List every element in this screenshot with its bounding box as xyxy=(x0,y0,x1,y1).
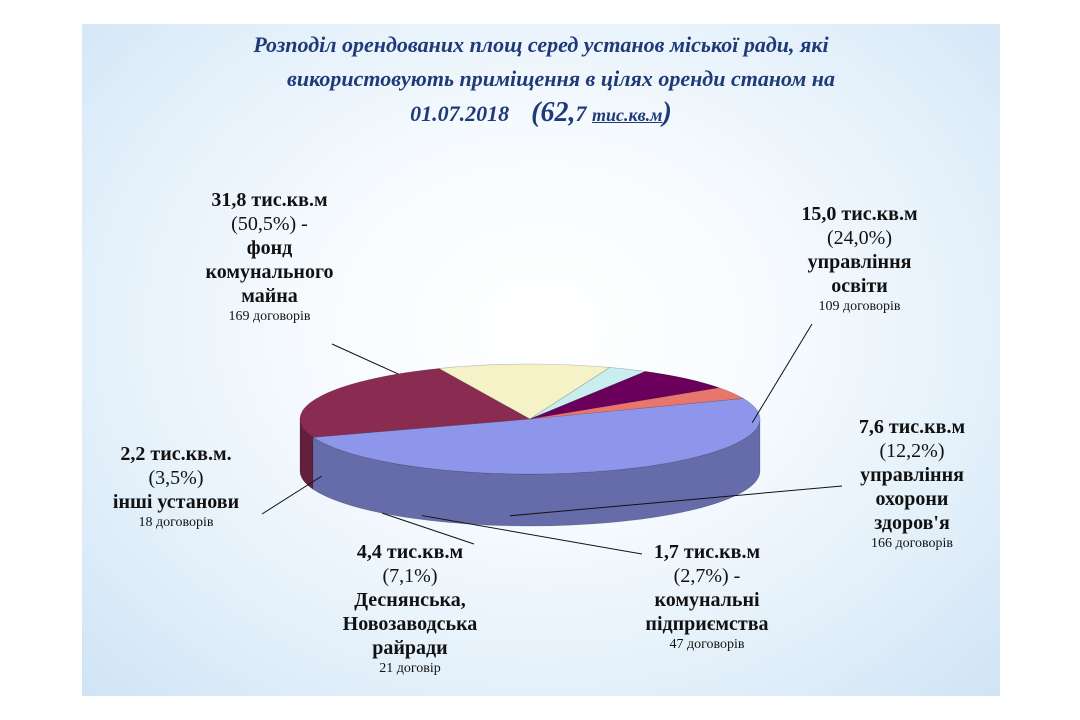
leader-line xyxy=(752,324,812,423)
label-name: райради xyxy=(372,637,448,659)
label-name: майна xyxy=(241,285,298,307)
label-name: здоров'я xyxy=(874,512,950,534)
label-upravlinnia-osvity xyxy=(772,202,947,316)
label-name: фонд xyxy=(246,237,293,259)
label-upravlinnia-okhorony-zdorovia xyxy=(827,415,997,553)
label-contracts: 169 договорів xyxy=(228,309,311,324)
pie-chart xyxy=(82,24,1000,696)
label-contracts: 21 договір xyxy=(379,661,441,676)
label-area: 4,4 тис.кв.м xyxy=(356,541,464,563)
label-percent: (12,2%) xyxy=(879,440,945,462)
label-percent: (24,0%) xyxy=(827,227,892,249)
leader-line xyxy=(262,476,322,514)
label-area: 2,2 тис.кв.м. xyxy=(120,443,232,465)
label-percent: (7,1%) xyxy=(382,565,438,587)
chart-title-line-1: Розподіл орендованих площ серед установ міської ради, які xyxy=(253,32,829,57)
label-percent: (2,7%) - xyxy=(673,565,741,587)
label-area: 31,8 тис.кв.м xyxy=(211,189,328,211)
label-name: Деснянська, xyxy=(354,589,466,611)
label-name: управління xyxy=(807,251,912,273)
label-inshi-ustanovy xyxy=(96,442,256,532)
label-name: охорони xyxy=(875,488,949,510)
label-percent: (3,5%) xyxy=(148,467,204,489)
chart-title-total: (62,7 xyxy=(531,97,587,128)
label-name: комунальні xyxy=(654,589,760,611)
label-area: 15,0 тис.кв.м xyxy=(801,203,918,225)
slide-background xyxy=(82,24,1000,696)
label-contracts: 109 договорів xyxy=(818,299,901,314)
chart-title-line-3: 01.07.2018 (62,7 тис.кв.м) xyxy=(410,97,672,128)
label-percent: (50,5%) - xyxy=(231,213,308,235)
label-name: підприємства xyxy=(645,613,769,635)
chart-title-unit: тис.кв.м xyxy=(592,105,663,125)
label-name: управління xyxy=(860,464,964,486)
chart-title-date: 01.07.2018 xyxy=(410,101,510,126)
label-contracts: 47 договорів xyxy=(669,637,745,652)
label-komunalni-pidpryiemstva xyxy=(617,540,797,654)
chart-title-line-2: використовують приміщення в цілях оренди станом на xyxy=(287,66,835,91)
pie-tops xyxy=(300,364,760,474)
label-fond-komunalnoho-maina xyxy=(182,188,357,326)
label-name: Новозаводська xyxy=(342,613,478,635)
label-name: інші установи xyxy=(112,491,240,513)
label-area: 7,6 тис.кв.м xyxy=(858,416,966,438)
label-name: комунального xyxy=(205,261,334,283)
label-contracts: 18 договорів xyxy=(138,515,214,530)
label-raiony xyxy=(320,540,500,678)
label-area: 1,7 тис.кв.м xyxy=(653,541,761,563)
label-name: освіти xyxy=(831,275,888,297)
label-contracts: 166 договорів xyxy=(870,536,954,551)
leader-line xyxy=(332,344,398,374)
